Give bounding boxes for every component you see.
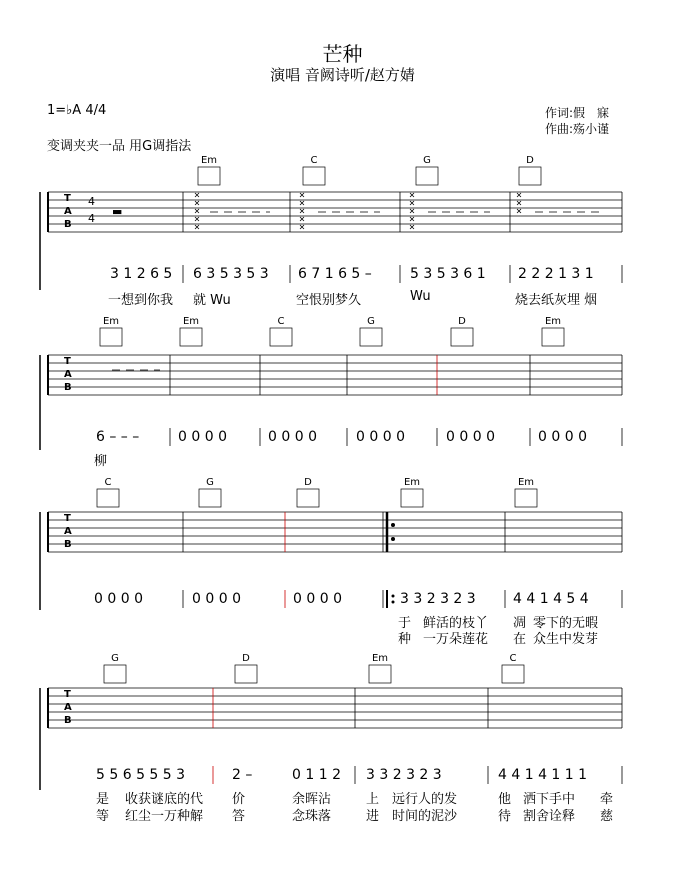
notes-m7: 0 0 0 0 <box>178 429 227 445</box>
notes-m8: 0 0 0 0 <box>268 429 317 445</box>
lyric: 远行人的发 <box>392 792 458 807</box>
capo-note: 变调夹夹一品 用G调指法 <box>47 139 192 154</box>
notes-m10: 0 0 0 0 <box>446 429 495 445</box>
chord-d: D <box>242 653 250 664</box>
notes-m5: 2 2 2 1 3 1 <box>518 266 594 282</box>
lyric: 众生中发芽 <box>533 632 599 647</box>
lyric: 时间的泥沙 <box>392 809 458 824</box>
notes-m15: 3 3 2 3 2 3 <box>400 591 476 607</box>
chord-em: Em <box>371 653 389 664</box>
chord-d: D <box>458 316 466 327</box>
lyricist: 作词:假 寐 <box>545 106 610 120</box>
chord-em: Em <box>544 316 562 327</box>
chord-em: Em <box>200 155 218 166</box>
lyric: 价 <box>232 792 246 807</box>
chord-c: C <box>509 653 517 664</box>
chord-g: G <box>367 316 375 327</box>
lyric: 上 <box>366 792 380 807</box>
song-title: 芒种 <box>322 42 363 66</box>
svg-text:B: B <box>64 219 72 230</box>
lyric: 空恨别梦久 <box>296 293 362 308</box>
lyric: 牵 <box>600 792 614 807</box>
chord-g: G <box>423 155 431 166</box>
lyric: 念珠落 <box>292 809 332 824</box>
notes-m14: 0 0 0 0 <box>293 591 342 607</box>
notes-m17: 5 5 6 5 5 5 3 <box>96 767 186 783</box>
notes-m1: 3 1 2 6 5 <box>110 266 173 282</box>
svg-text:B: B <box>64 382 72 393</box>
svg-text:B: B <box>64 539 72 550</box>
lyric: 收获谜底的代 <box>125 792 204 807</box>
lyric: 一想到你我 <box>108 293 174 308</box>
lyric: 他 <box>498 792 512 807</box>
lyric: 烧去纸灰埋 烟 <box>515 293 598 308</box>
notes-m4: 5 3 5 3 6 1 <box>410 266 486 282</box>
svg-text:4: 4 <box>88 212 95 225</box>
lyric: 一万朵莲花 <box>423 632 489 647</box>
svg-text:A: A <box>64 526 72 537</box>
key-signature: 1=♭A 4/4 <box>47 103 107 118</box>
lyric: Wu <box>410 289 431 304</box>
lyric: 割舍诠释 <box>523 809 576 824</box>
lyric: 进 <box>366 809 380 824</box>
lyric: 待 <box>498 809 512 824</box>
svg-text:T: T <box>64 513 71 524</box>
chord-d: D <box>304 477 312 488</box>
notes-m19: 0 1 1 2 <box>292 767 341 783</box>
lyric: 就 Wu <box>193 293 231 308</box>
notes-m18: 2 – <box>232 767 253 783</box>
notes-m11: 0 0 0 0 <box>538 429 587 445</box>
chord-em: Em <box>517 477 535 488</box>
svg-text:T: T <box>64 356 71 367</box>
svg-text:A: A <box>64 702 72 713</box>
chord-c: C <box>310 155 318 166</box>
lyric: 是 <box>96 792 110 807</box>
svg-text:B: B <box>64 715 72 726</box>
lyric: 零下的无暇 <box>533 616 599 631</box>
lyric: 余晖沾 <box>292 792 332 807</box>
svg-text:▬: ▬ <box>112 205 123 218</box>
notes-m16: 4 4 1 4 5 4 <box>513 591 589 607</box>
svg-text:4: 4 <box>88 195 95 208</box>
chord-em: Em <box>182 316 200 327</box>
composer: 作曲:殇小谨 <box>545 122 610 136</box>
svg-text:A: A <box>64 369 72 380</box>
lyric: 柳 <box>94 454 108 469</box>
chord-c: C <box>277 316 285 327</box>
chord-g: G <box>111 653 119 664</box>
lyric: 在 <box>513 632 527 647</box>
chord-d: D <box>526 155 534 166</box>
notes-m12: 0 0 0 0 <box>94 591 143 607</box>
notes-m3: 6 7 1 6 5 – <box>298 266 372 282</box>
notes-m6: 6 – – – <box>96 429 140 445</box>
lyric: 等 <box>96 809 110 824</box>
lyric: 答 <box>232 809 246 824</box>
lyric: 凋 <box>513 616 527 631</box>
lyric: 于 <box>398 616 412 631</box>
lyric: 慈 <box>600 809 614 824</box>
lyric: 鲜活的枝丫 <box>423 616 489 631</box>
chord-c: C <box>104 477 112 488</box>
lyric: 种 <box>398 632 412 647</box>
lyric: 红尘一万种解 <box>125 809 204 824</box>
notes-m9: 0 0 0 0 <box>356 429 405 445</box>
svg-text:T: T <box>64 193 71 204</box>
lyric: 洒下手中 <box>523 792 576 807</box>
singer-line: 演唱 音阙诗听/赵方婧 <box>270 66 415 84</box>
chord-em: Em <box>102 316 120 327</box>
chord-em: Em <box>403 477 421 488</box>
chord-g: G <box>206 477 214 488</box>
notes-m21: 4 4 1 4 1 1 1 <box>498 767 588 783</box>
notes-m13: 0 0 0 0 <box>192 591 241 607</box>
svg-text:T: T <box>64 689 71 700</box>
notes-m2: 6 3 5 3 5 3 <box>193 266 269 282</box>
notes-m20: 3 3 2 3 2 3 <box>366 767 442 783</box>
svg-text:A: A <box>64 206 72 217</box>
